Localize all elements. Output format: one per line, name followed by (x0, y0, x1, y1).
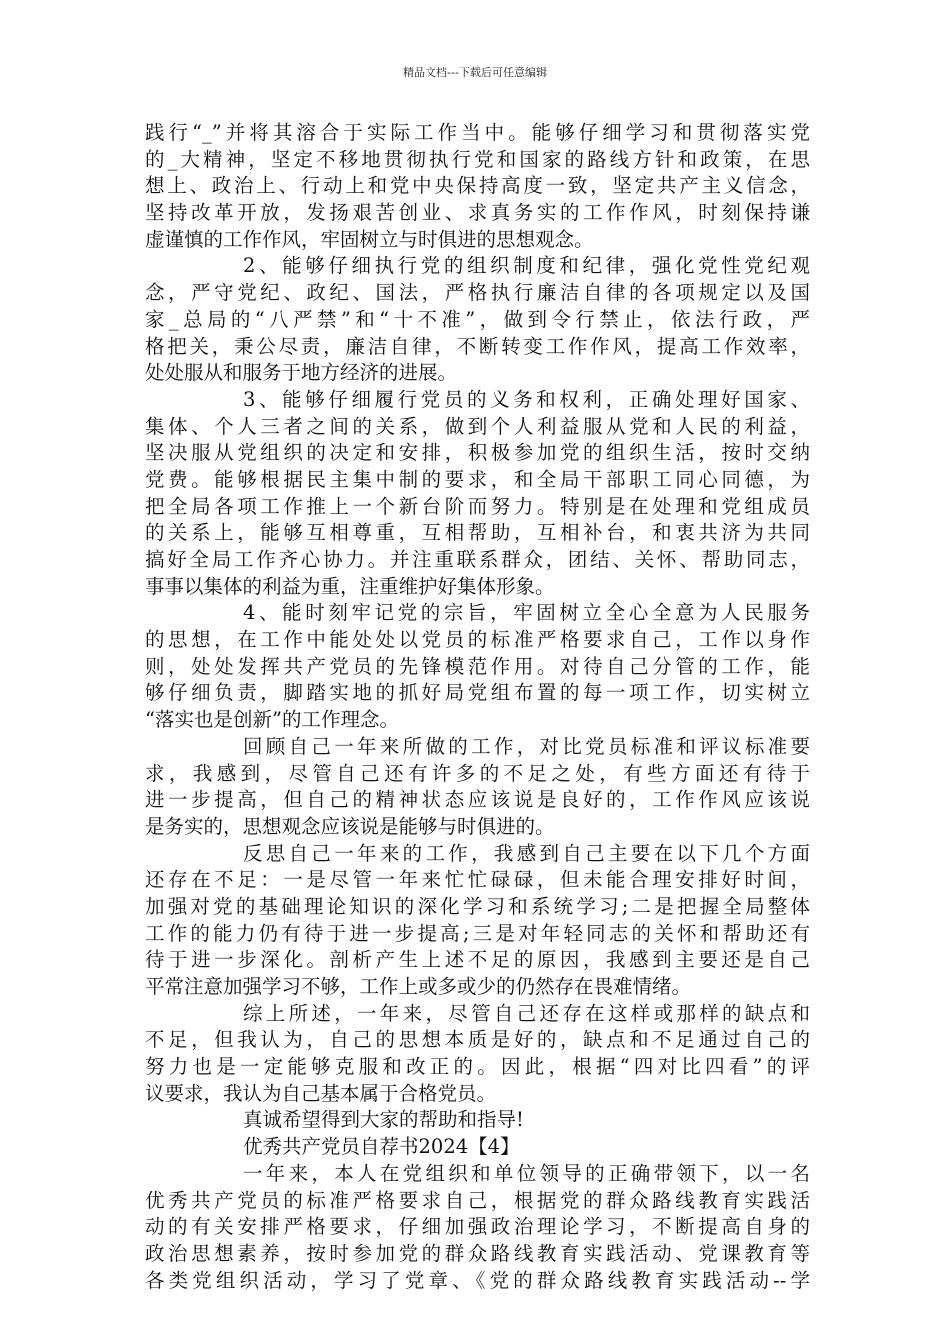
text-line: 不足，但我认为，自己的思想本质是好的，缺点和不足通过自己的 (145, 1028, 810, 1052)
text-line: 想上、政治上、行动上和党中央保持高度一致，坚定共产主义信念， (145, 174, 810, 198)
text-line: 加强对党的基础理论知识的深化学习和系统学习;二是把握全局整体 (145, 894, 810, 918)
text-line: 集体、个人三者之间的关系，做到个人利益服从党和人民的利益， (145, 414, 810, 438)
text-line: 综上所述，一年来，尽管自己还存在这样或那样的缺点和 (243, 1001, 810, 1025)
text-line: 求，我感到，尽管自己还有许多的不足之处，有些方面还有待于 (145, 761, 810, 785)
text-line: 坚决服从党组织的决定和安排，积极参加党的组织生活，按时交纳 (145, 441, 810, 465)
text-line: 动的有关安排严格要求，仔细加强政治理论学习，不断提高自身的 (145, 1215, 810, 1239)
text-line: 的_大精神，坚定不移地贯彻执行党和国家的路线方针和政策，在思 (145, 147, 810, 171)
text-line: 把全局各项工作推上一个新台阶而努力。特别是在处理和党组成员 (145, 494, 810, 518)
text-line: 事事以集体的利益为重，注重维护好集体形象。 (145, 574, 555, 598)
text-line: 工作的能力仍有待于进一步提高;三是对年轻同志的关怀和帮助还有 (145, 921, 810, 945)
text-line: 优秀共产党员的标准严格要求自己，根据党的群众路线教育实践活 (145, 1188, 810, 1212)
text-line: 格把关，秉公尽责，廉洁自律，不断转变工作作风，提高工作效率， (145, 334, 810, 358)
text-line: 家_总局的“八严禁”和“十不准”，做到令行禁止，依法行政，严 (145, 307, 810, 331)
text-line: 党费。能够根据民主集中制的要求，和全局干部职工同心同德，为 (145, 467, 810, 491)
text-line: 政治思想素养，按时参加党的群众路线教育实践活动、党课教育等 (145, 1241, 810, 1265)
text-line: 坚持改革开放，发扬艰苦创业、求真务实的工作作风，时刻保持谦 (145, 201, 810, 225)
text-line: 回顾自己一年来所做的工作，对比党员标准和评议标准要 (243, 734, 810, 758)
text-line: “落实也是创新”的工作理念。 (145, 708, 399, 732)
text-line: 的思想，在工作中能处处以党员的标准严格要求自己，工作以身作 (145, 628, 810, 652)
text-line: 的关系上，能够互相尊重，互相帮助，互相补台，和衷共济为共同 (145, 521, 810, 545)
text-line: 待于进一步深化。剖析产生上述不足的原因，我感到主要还是自己 (145, 948, 810, 972)
text-line: 2、能够仔细执行党的组织制度和纪律，强化党性党纪观 (243, 254, 810, 278)
text-line: 平常注意加强学习不够，工作上或多或少的仍然存在畏难情绪。 (145, 975, 692, 998)
text-line: 进一步提高，但自己的精神状态应该说是良好的，工作作风应该说 (145, 788, 810, 812)
text-line: 反思自己一年来的工作，我感到自己主要在以下几个方面 (243, 841, 810, 865)
text-line: 还存在不足：一是尽管一年来忙忙碌碌，但未能合理安排好时间， (145, 868, 810, 892)
text-line: 4、能时刻牢记党的宗旨，牢固树立全心全意为人民服务 (243, 601, 810, 625)
text-line: 搞好全局工作齐心协力。并注重联系群众，团结、关怀、帮助同志， (145, 548, 810, 571)
text-line: 践行“_”并将其溶合于实际工作当中。能够仔细学习和贯彻落实党 (145, 121, 810, 144)
text-line: 一年来，本人在党组织和单位领导的正确带领下，以一名 (243, 1161, 810, 1185)
text-line: 3、能够仔细履行党员的义务和权利，正确处理好国家、 (243, 387, 810, 411)
text-line: 虚谨慎的工作作风，牢固树立与时俱进的思想观念。 (145, 227, 594, 251)
text-line: 是务实的，思想观念应该说是能够与时俱进的。 (145, 814, 555, 838)
text-line: 则，处处发挥共产党员的先锋模范作用。对待自己分管的工作，能 (145, 654, 810, 678)
text-line: 真诚希望得到大家的帮助和指导! (243, 1108, 524, 1132)
document-body (145, 120, 810, 1294)
text-line: 念，严守党纪、政纪、国法，严格执行廉洁自律的各项规定以及国 (145, 281, 810, 305)
text-line: 议要求，我认为自己基本属于合格党员。 (145, 1081, 497, 1105)
text-line: 处处服从和服务于地方经济的进展。 (145, 361, 458, 385)
text-line: 优秀共产党员自荐书2024【4】 (243, 1135, 520, 1159)
text-line: 努力也是一定能够克服和改正的。因此，根据“四对比四看”的评 (145, 1055, 810, 1079)
text-line: 各类党组织活动，学习了党章、《党的群众路线教育实践活动--学 (145, 1268, 810, 1292)
page-header: 精品文档---下载后可任意编辑 (403, 66, 547, 79)
text-line: 够仔细负责，脚踏实地的抓好局党组布置的每一项工作，切实树立 (145, 681, 810, 705)
